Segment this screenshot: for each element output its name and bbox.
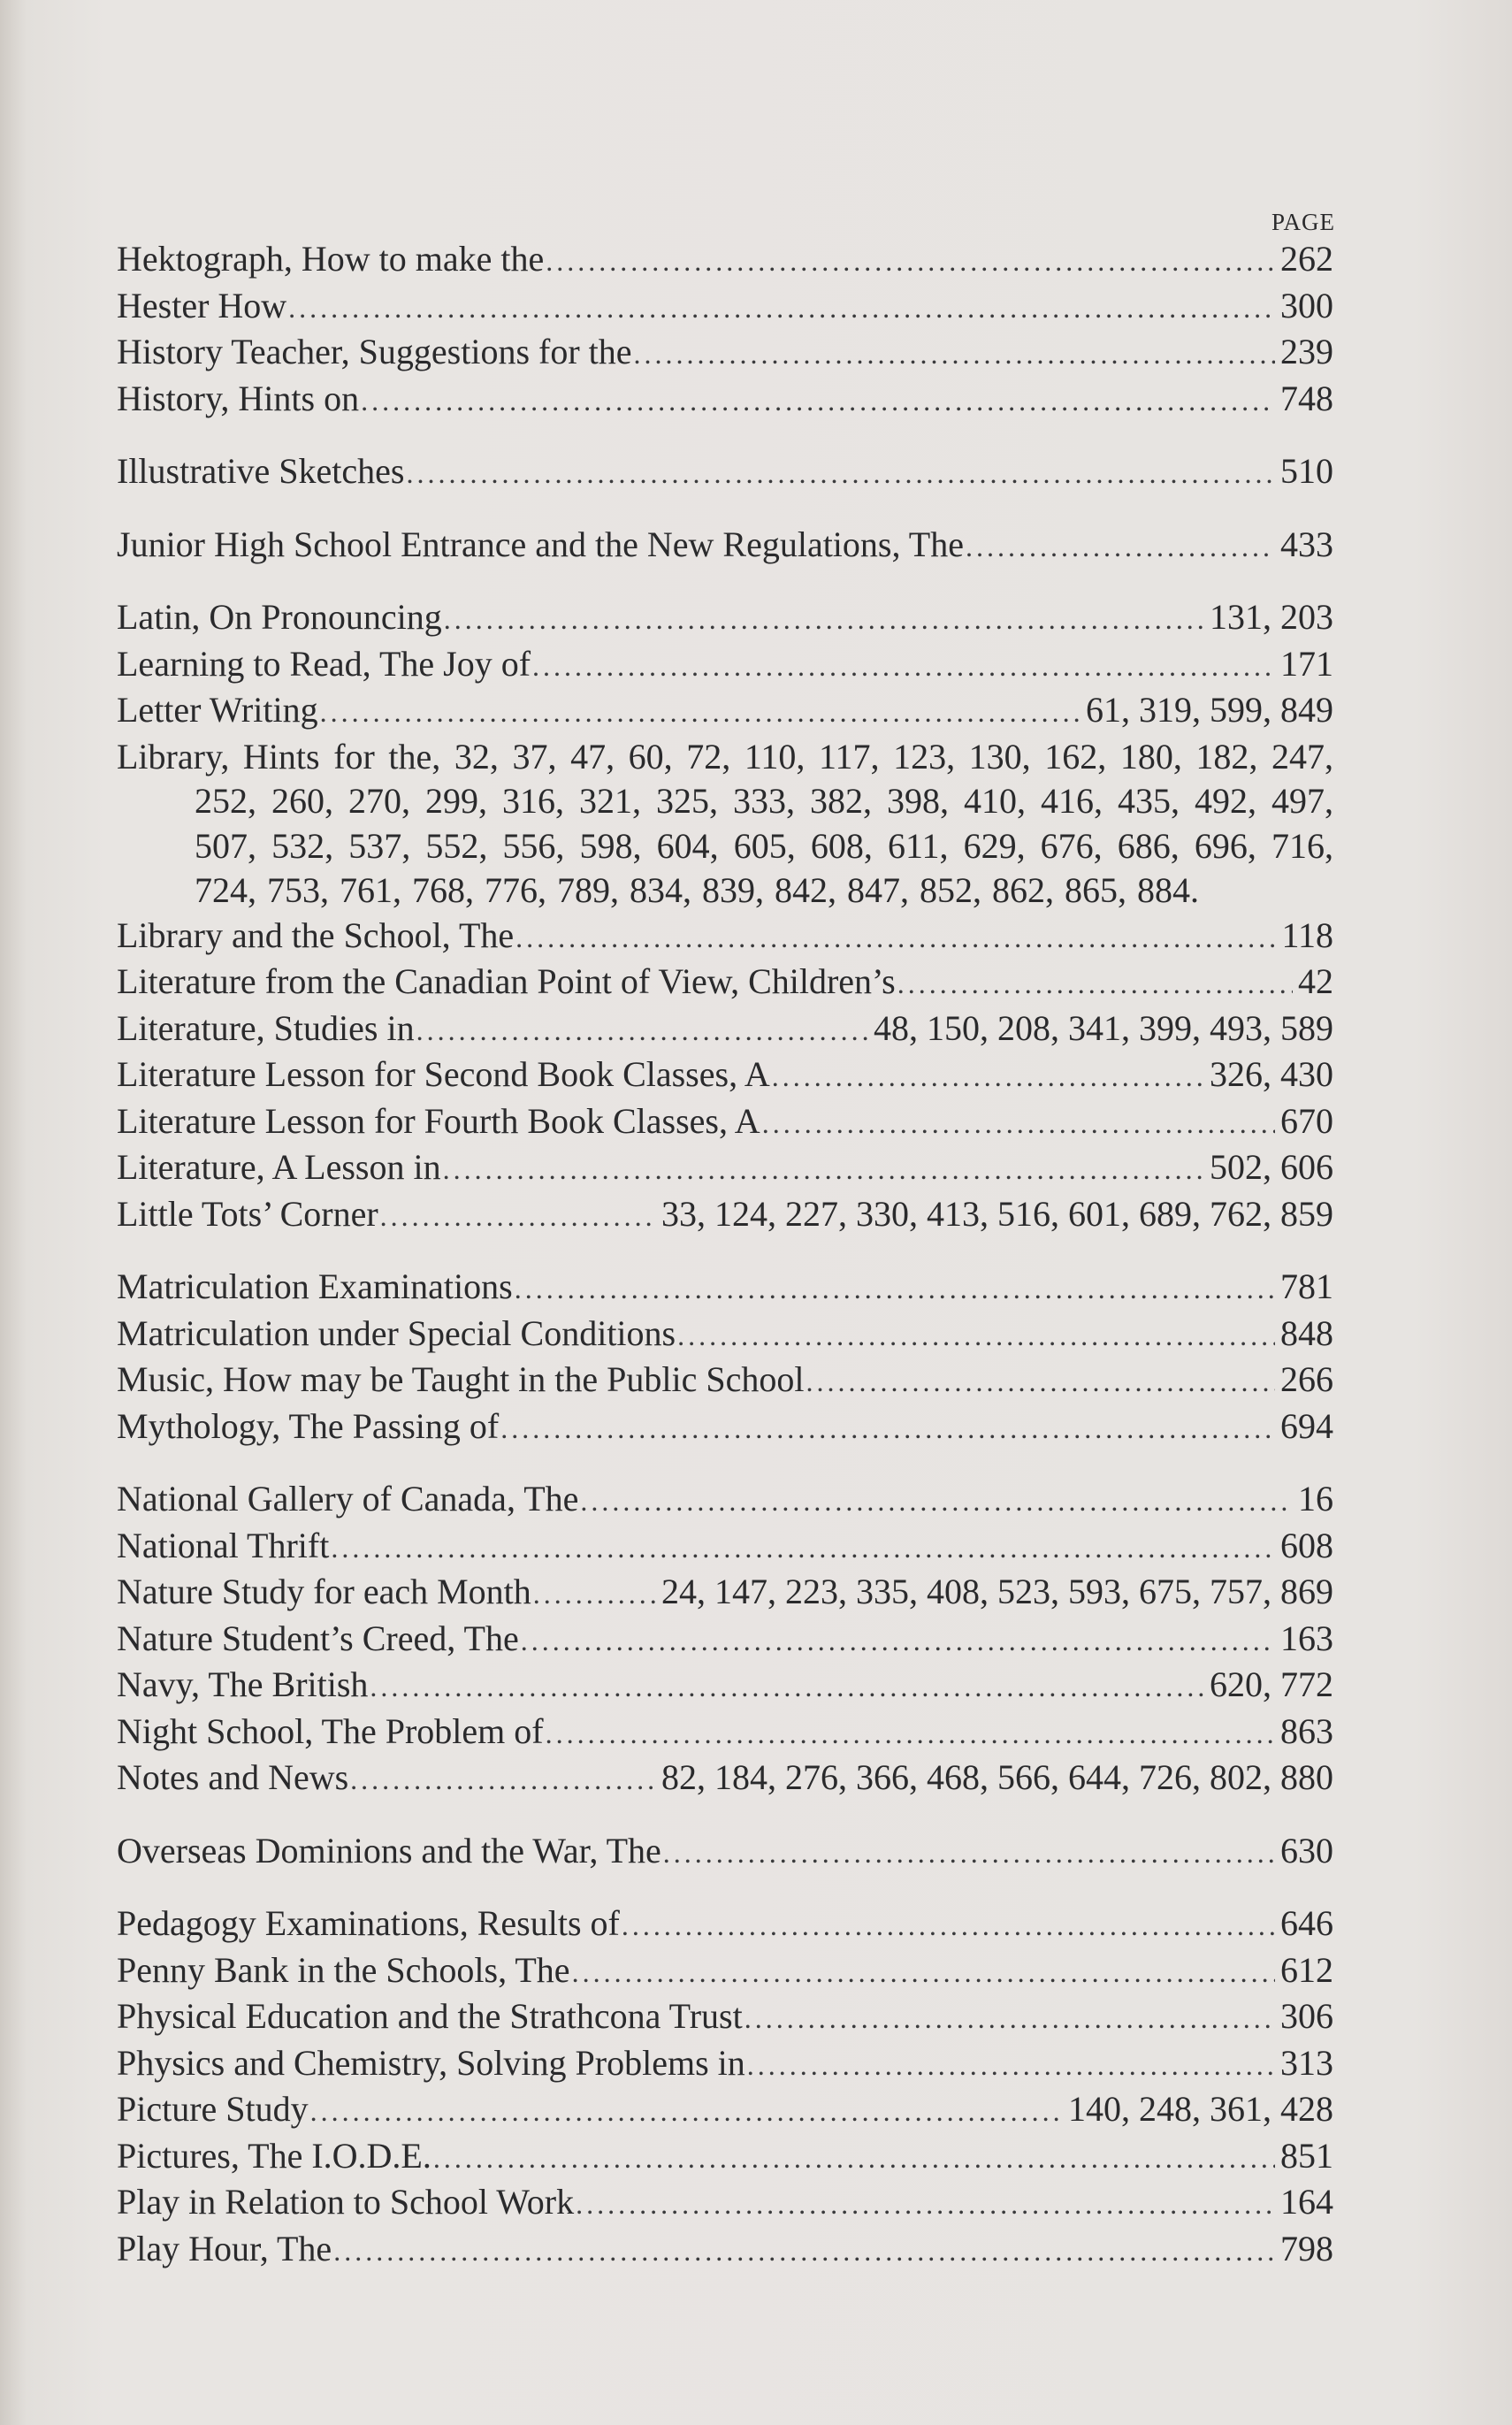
index-group-h <box>117 237 1333 423</box>
entry-pages: 608 <box>1280 1525 1333 1565</box>
entry-title: Letter Writing <box>117 690 318 730</box>
entry-pages: 848 <box>1280 1312 1333 1353</box>
index-group-i <box>117 449 1333 496</box>
entry-title: Matriculation Examinations <box>117 1266 513 1306</box>
index-entry <box>117 284 1333 331</box>
index-entry <box>117 2180 1333 2227</box>
entry-pages: 433 <box>1280 524 1333 564</box>
leader-dots <box>966 524 1275 570</box>
entry-pages: 863 <box>1280 1710 1333 1751</box>
entry-title: Nature Study for each Month <box>117 1572 531 1611</box>
entry-pages: 24, 147, 223, 335, 408, 523, 593, 675, 757, 869 <box>661 1572 1333 1611</box>
index-entry <box>117 449 1333 496</box>
index-entry <box>117 1617 1333 1664</box>
index-entry <box>117 2134 1333 2181</box>
index-entry <box>117 688 1333 735</box>
entry-pages: 313 <box>1280 2042 1333 2083</box>
leader-dots <box>370 1664 1204 1710</box>
entry-title: Play in Relation to School Work <box>117 2182 575 2222</box>
index-entry <box>117 1099 1333 1146</box>
entry-title: Pictures, The I.O.D.E. <box>117 2135 431 2176</box>
index-entry <box>117 960 1333 1006</box>
leader-dots <box>772 1054 1204 1099</box>
leader-dots <box>521 1618 1275 1664</box>
leader-dots <box>546 1711 1275 1756</box>
index-entry-multiline <box>117 735 1333 914</box>
entry-pages: 48, 150, 208, 341, 399, 493, 589 <box>874 1007 1333 1048</box>
leader-dots <box>350 1757 656 1802</box>
leader-dots <box>331 1526 1275 1571</box>
index-entry <box>117 237 1333 284</box>
entry-pages: 748 <box>1280 378 1333 418</box>
leader-dots <box>515 915 1276 960</box>
index-entry <box>117 1570 1333 1617</box>
leader-dots <box>663 1831 1275 1876</box>
entry-title: Pedagogy Examinations, Results of <box>117 1903 620 1943</box>
index-entry <box>117 1710 1333 1756</box>
index-entry <box>117 1477 1333 1524</box>
entry-title: Literature Lesson for Second Book Classes, A <box>117 1054 770 1094</box>
entry-title: Latin, On Pronouncing <box>117 597 442 637</box>
entry-title: Library and the School, The <box>117 914 515 955</box>
entry-pages: 140, 248, 361, 428 <box>1068 2089 1333 2129</box>
entry-title: Little Tots’ Corner <box>117 1193 378 1234</box>
entry-pages: 171 <box>1280 643 1333 684</box>
leader-dots <box>546 239 1275 284</box>
entry-title: Learning to Read, The Joy of <box>117 643 531 684</box>
index-entry <box>117 1901 1333 1948</box>
entry-pages: 612 <box>1280 1949 1333 1990</box>
index-entry <box>117 1756 1333 1802</box>
leader-dots <box>444 597 1204 642</box>
entry-pages: 262 <box>1280 239 1333 279</box>
entry-title: Overseas Dominions and the War, The <box>117 1830 661 1870</box>
index-entry <box>117 2087 1333 2134</box>
index-entry <box>117 523 1333 570</box>
leader-dots <box>897 961 1293 1006</box>
entry-title: Literature from the Canadian Point of View, Children’s <box>117 961 896 1001</box>
entry-title: Library, Hints for the, <box>117 736 441 776</box>
entry-pages: 131, 203 <box>1210 597 1333 637</box>
entry-title: Play Hour, The <box>117 2228 332 2268</box>
entry-pages: 326, 430 <box>1210 1054 1333 1094</box>
entry-pages: 851 <box>1280 2135 1333 2176</box>
index-entry <box>117 1192 1333 1239</box>
index-entry <box>117 914 1333 960</box>
leader-dots <box>416 1008 868 1053</box>
leader-dots <box>533 1572 656 1617</box>
entry-title: Literature Lesson for Fourth Book Classes, A <box>117 1100 760 1141</box>
entry-pages: 798 <box>1280 2228 1333 2268</box>
index-group-o <box>117 1829 1333 1876</box>
leader-dots <box>433 2136 1275 2181</box>
leader-dots <box>532 644 1275 689</box>
entry-pages: 82, 184, 276, 366, 468, 566, 644, 726, 802, 880 <box>661 1757 1333 1797</box>
entry-title: Physical Education and the Strathcona Trust <box>117 1996 743 2036</box>
leader-dots <box>576 2182 1275 2227</box>
index-entry <box>117 642 1333 689</box>
index-entry <box>117 1524 1333 1571</box>
entry-title: Notes and News <box>117 1757 349 1797</box>
entry-pages: 694 <box>1280 1405 1333 1446</box>
index-entry <box>117 595 1333 642</box>
leader-dots <box>288 286 1275 331</box>
entry-pages: 33, 124, 227, 330, 413, 516, 601, 689, 762, 859 <box>661 1193 1333 1234</box>
leader-dots <box>443 1147 1204 1192</box>
entry-title: History Teacher, Suggestions for the <box>117 332 632 371</box>
index-entry <box>117 1145 1333 1192</box>
leader-dots <box>580 1479 1293 1524</box>
entry-pages: 61, 319, 599, 849 <box>1086 690 1333 730</box>
entry-title: National Thrift <box>117 1525 330 1565</box>
index-entry <box>117 1265 1333 1312</box>
leader-dots <box>747 2043 1275 2088</box>
page-column-header: PAGE <box>1271 209 1335 235</box>
entry-pages: 300 <box>1280 285 1333 325</box>
leader-dots <box>320 690 1081 735</box>
entry-title: Junior High School Entrance and the New Regulations, The <box>117 524 964 564</box>
index-list <box>117 237 1333 2299</box>
entry-pages: 42 <box>1298 961 1333 1001</box>
entry-pages: 502, 606 <box>1210 1147 1333 1187</box>
entry-title: Mythology, The Passing of <box>117 1405 500 1446</box>
leader-dots <box>622 1903 1275 1948</box>
entry-title: Picture Study <box>117 2089 309 2129</box>
index-entry <box>117 1404 1333 1451</box>
leader-dots <box>333 2229 1275 2274</box>
entry-pages: 164 <box>1280 2182 1333 2222</box>
entry-title: Penny Bank in the Schools, The <box>117 1949 570 1990</box>
leader-dots <box>634 332 1275 377</box>
index-entry <box>117 1312 1333 1358</box>
leader-dots <box>572 1950 1275 1995</box>
entry-title: Matriculation under Special Conditions <box>117 1312 676 1353</box>
index-entry <box>117 1994 1333 2041</box>
entry-pages: 16 <box>1298 1479 1333 1518</box>
entry-pages: 670 <box>1280 1100 1333 1141</box>
leader-dots <box>515 1266 1275 1312</box>
index-entry <box>117 1829 1333 1876</box>
leader-dots <box>806 1359 1276 1404</box>
entry-title: Nature Student’s Creed, The <box>117 1618 519 1658</box>
entry-title: Hektograph, How to make the <box>117 239 545 279</box>
entry-pages: 266 <box>1280 1359 1333 1399</box>
entry-title: Music, How may be Taught in the Public School <box>117 1359 805 1399</box>
leader-dots <box>762 1101 1275 1146</box>
leader-dots <box>310 2089 1063 2134</box>
leader-dots <box>745 1996 1275 2041</box>
entry-pages: 646 <box>1280 1903 1333 1943</box>
index-entry <box>117 2227 1333 2274</box>
index-entry <box>117 2041 1333 2088</box>
entry-pages: 306 <box>1280 1996 1333 2036</box>
index-entry <box>117 377 1333 424</box>
entry-pages: 239 <box>1280 332 1333 371</box>
entry-pages: 620, 772 <box>1210 1664 1333 1704</box>
index-entry <box>117 330 1333 377</box>
entry-title: Navy, The British <box>117 1664 369 1704</box>
entry-title: Hester How <box>117 285 287 325</box>
index-entry <box>117 1006 1333 1053</box>
entry-title: National Gallery of Canada, The <box>117 1479 579 1518</box>
index-group-p <box>117 1901 1333 2273</box>
leader-dots <box>361 379 1275 424</box>
index-group-j <box>117 523 1333 570</box>
entry-pages: 32, 37, 47, 60, 72, 110, 117, 123, 130, 162, 180, 182, 247, 252, 260, 270, 299, 316, 321, 325, 333, 382, 398, 410, 416, 435, 492, 497, 507, 532, 537, 552, 556, 598, 604, 605, 608, 611, 629, 676, 686, 696, 716, 724, 753, 761, 768, 776, 789, 834, 839, 842, 847, 852, 862, 865, 884. <box>195 736 1334 910</box>
leader-dots <box>500 1406 1275 1451</box>
index-group-n <box>117 1477 1333 1802</box>
leader-dots <box>406 451 1275 496</box>
index-group-l <box>117 595 1333 1238</box>
entry-pages: 510 <box>1280 451 1333 491</box>
entry-pages: 630 <box>1280 1830 1333 1870</box>
entry-title: Literature, Studies in <box>117 1007 415 1048</box>
entry-title: Night School, The Problem of <box>117 1710 544 1751</box>
entry-title: Physics and Chemistry, Solving Problems in <box>117 2042 745 2083</box>
index-entry <box>117 1663 1333 1710</box>
index-entry <box>117 1358 1333 1404</box>
leader-dots <box>380 1194 656 1239</box>
entry-pages: 781 <box>1280 1266 1333 1306</box>
entry-title: Illustrative Sketches <box>117 451 405 491</box>
entry-pages: 163 <box>1280 1618 1333 1658</box>
index-entry <box>117 1052 1333 1099</box>
index-group-m <box>117 1265 1333 1450</box>
leader-dots <box>677 1313 1275 1358</box>
entry-pages: 118 <box>1281 914 1333 955</box>
entry-title: Literature, A Lesson in <box>117 1147 441 1187</box>
entry-title: History, Hints on <box>117 378 360 418</box>
index-entry <box>117 1948 1333 1995</box>
